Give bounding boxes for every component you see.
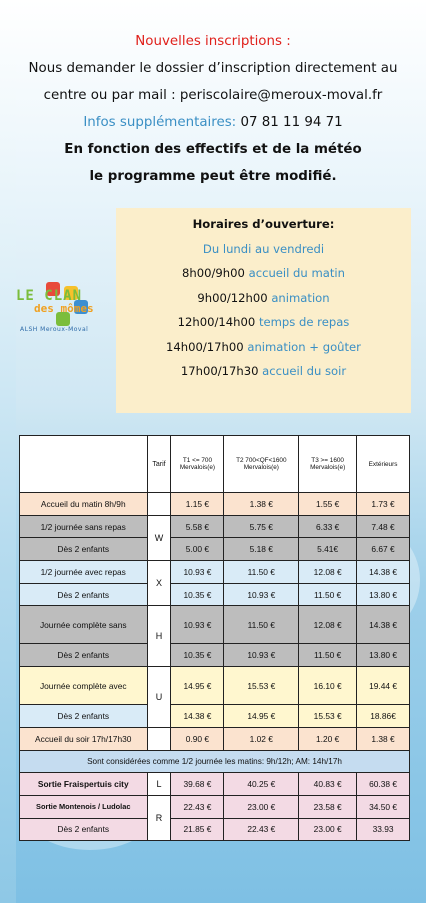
table-row xyxy=(20,644,410,667)
row-label: Dès 2 enfants xyxy=(20,538,148,561)
pricing-table xyxy=(19,435,410,841)
header-cell: Tarif xyxy=(147,436,171,493)
price-cell: 6.67 € xyxy=(357,538,410,561)
row-label: Dès 2 enfants xyxy=(20,644,148,667)
slot-time: 12h00/14h00 xyxy=(177,315,256,329)
price-cell: 22.43 € xyxy=(224,818,299,841)
program-notice-1: En fonction des effectifs et de la météo xyxy=(64,142,362,157)
price-cell: 1.38 € xyxy=(224,493,299,516)
tarif-letter: H xyxy=(147,606,171,667)
price-cell: 1.73 € xyxy=(357,493,410,516)
hours-slot xyxy=(116,310,411,335)
price-cell: 14.38 € xyxy=(357,561,410,584)
table-row xyxy=(20,583,410,606)
price-cell: 1.15 € xyxy=(171,493,224,516)
price-cell: 10.93 € xyxy=(171,561,224,584)
slot-time: 17h00/17h30 xyxy=(180,364,259,378)
opening-hours-box xyxy=(116,208,411,413)
info-phone: 07 81 11 94 71 xyxy=(236,115,343,130)
registration-contact: centre ou par mail : periscolaire@meroux-moval.fr xyxy=(43,88,383,103)
price-cell: 21.85 € xyxy=(171,818,224,841)
price-cell: 40.25 € xyxy=(224,773,299,796)
table-row xyxy=(20,773,410,796)
price-cell: 11.50 € xyxy=(224,561,299,584)
new-registrations-title: Nouvelles inscriptions : xyxy=(135,34,291,49)
price-cell: 1.20 € xyxy=(299,727,357,750)
logo-line-3: ALSH Meroux-Moval xyxy=(20,326,89,333)
price-cell: 12.08 € xyxy=(299,606,357,644)
hours-days: Du lundi au vendredi xyxy=(202,241,325,256)
hours-slot xyxy=(116,335,411,360)
tarif-letter xyxy=(147,727,171,750)
hours-slot xyxy=(116,286,411,311)
hours-slot xyxy=(116,359,411,384)
table-row xyxy=(20,493,410,516)
price-cell: 14.38 € xyxy=(171,705,224,728)
slot-time: 9h00/12h00 xyxy=(197,290,268,305)
row-label: 1/2 journée avec repas xyxy=(20,561,148,584)
row-label: Journée complète avec xyxy=(20,667,148,705)
price-cell: 14.95 € xyxy=(171,667,224,705)
slot-time: 8h00/9h00 xyxy=(182,266,245,280)
price-cell: 60.38 € xyxy=(357,773,410,796)
row-label: Journée complète sans xyxy=(20,606,148,644)
tarif-letter: L xyxy=(147,773,171,796)
price-cell: 0.90 € xyxy=(171,727,224,750)
tarif-letter xyxy=(147,493,171,516)
price-cell: 22.43 € xyxy=(171,795,224,818)
price-cell: 34.50 € xyxy=(357,795,410,818)
row-label: Sortie Fraispertuis city xyxy=(20,773,148,796)
price-cell: 5.00 € xyxy=(171,538,224,561)
table-note-row xyxy=(20,750,410,773)
price-cell: 6.33 € xyxy=(299,515,357,538)
table-row xyxy=(20,606,410,644)
price-cell: 15.53 € xyxy=(224,667,299,705)
tarif-letter: U xyxy=(147,667,171,728)
table-row xyxy=(20,561,410,584)
table-row xyxy=(20,818,410,841)
info-line xyxy=(0,109,426,136)
price-cell: 5.58 € xyxy=(171,515,224,538)
price-cell: 10.35 € xyxy=(171,583,224,606)
header-cell: T1 <= 700 Mervalois(e) xyxy=(171,436,224,493)
price-cell: 23.58 € xyxy=(299,795,357,818)
row-label: Accueil du soir 17h/17h30 xyxy=(20,727,148,750)
hours-slot xyxy=(116,261,411,286)
table-header-row xyxy=(20,436,410,493)
price-cell: 19.44 € xyxy=(357,667,410,705)
price-cell: 10.35 € xyxy=(171,644,224,667)
registration-instruction: Nous demander le dossier d’inscription directement au xyxy=(28,61,398,76)
price-cell: 10.93 € xyxy=(224,644,299,667)
price-cell: 15.53 € xyxy=(299,705,357,728)
table-row xyxy=(20,538,410,561)
price-cell: 23.00 € xyxy=(224,795,299,818)
half-day-note: Sont considérées comme 1/2 journée les matins: 9h/12h; AM: 14h/17h xyxy=(20,750,410,773)
price-cell: 33.93 xyxy=(357,818,410,841)
price-cell: 11.50 € xyxy=(224,606,299,644)
price-cell: 40.83 € xyxy=(299,773,357,796)
price-cell: 18.86€ xyxy=(357,705,410,728)
price-cell: 1.38 € xyxy=(357,727,410,750)
header-cell: T3 >= 1600 Mervalois(e) xyxy=(299,436,357,493)
price-cell: 16.10 € xyxy=(299,667,357,705)
price-cell: 13.80 € xyxy=(357,583,410,606)
tarif-letter: W xyxy=(147,515,171,560)
tarif-letter: R xyxy=(147,795,171,840)
row-label: Dès 2 enfants xyxy=(20,818,148,841)
hours-title: Horaires d’ouverture: xyxy=(192,217,335,231)
slot-time: 14h00/17h00 xyxy=(166,339,244,354)
row-label: Dès 2 enfants xyxy=(20,583,148,606)
row-label: Dès 2 enfants xyxy=(20,705,148,728)
price-cell: 7.48 € xyxy=(357,515,410,538)
header-cell: Extérieurs xyxy=(357,436,410,493)
table-row xyxy=(20,667,410,705)
header-cell xyxy=(20,436,148,493)
slot-label: animation xyxy=(267,290,330,305)
slot-label: accueil du soir xyxy=(258,364,347,378)
price-cell: 10.93 € xyxy=(171,606,224,644)
price-cell: 5.41€ xyxy=(299,538,357,561)
price-cell: 5.75 € xyxy=(224,515,299,538)
table-row xyxy=(20,727,410,750)
logo-line-1: LE CLAN xyxy=(16,288,83,304)
header-cell: T2 700<QF<1600 Mervalois(e) xyxy=(224,436,299,493)
price-cell: 5.18 € xyxy=(224,538,299,561)
tarif-letter: X xyxy=(147,561,171,606)
price-cell: 10.93 € xyxy=(224,583,299,606)
price-cell: 14.38 € xyxy=(357,606,410,644)
slot-label: accueil du matin xyxy=(244,266,345,280)
table-row xyxy=(20,515,410,538)
price-cell: 11.50 € xyxy=(299,583,357,606)
price-cell: 14.95 € xyxy=(224,705,299,728)
slot-label: animation + goûter xyxy=(243,339,361,354)
price-cell: 13.80 € xyxy=(357,644,410,667)
price-cell: 1.55 € xyxy=(299,493,357,516)
price-cell: 39.68 € xyxy=(171,773,224,796)
price-cell: 23.00 € xyxy=(299,818,357,841)
info-label: Infos supplémentaires: xyxy=(83,115,237,130)
program-notice-2: le programme peut être modifié. xyxy=(89,169,337,184)
price-cell: 11.50 € xyxy=(299,644,357,667)
row-label: Accueil du matin 8h/9h xyxy=(20,493,148,516)
slot-label: temps de repas xyxy=(255,315,350,329)
clan-des-momes-logo xyxy=(12,282,112,352)
table-row xyxy=(20,705,410,728)
row-label: 1/2 journée sans repas xyxy=(20,515,148,538)
registration-info xyxy=(0,28,426,190)
logo-line-2: des mômes xyxy=(34,302,94,315)
table-row xyxy=(20,795,410,818)
row-label: Sortie Montenois / Ludolac xyxy=(20,795,148,818)
price-cell: 12.08 € xyxy=(299,561,357,584)
price-cell: 1.02 € xyxy=(224,727,299,750)
